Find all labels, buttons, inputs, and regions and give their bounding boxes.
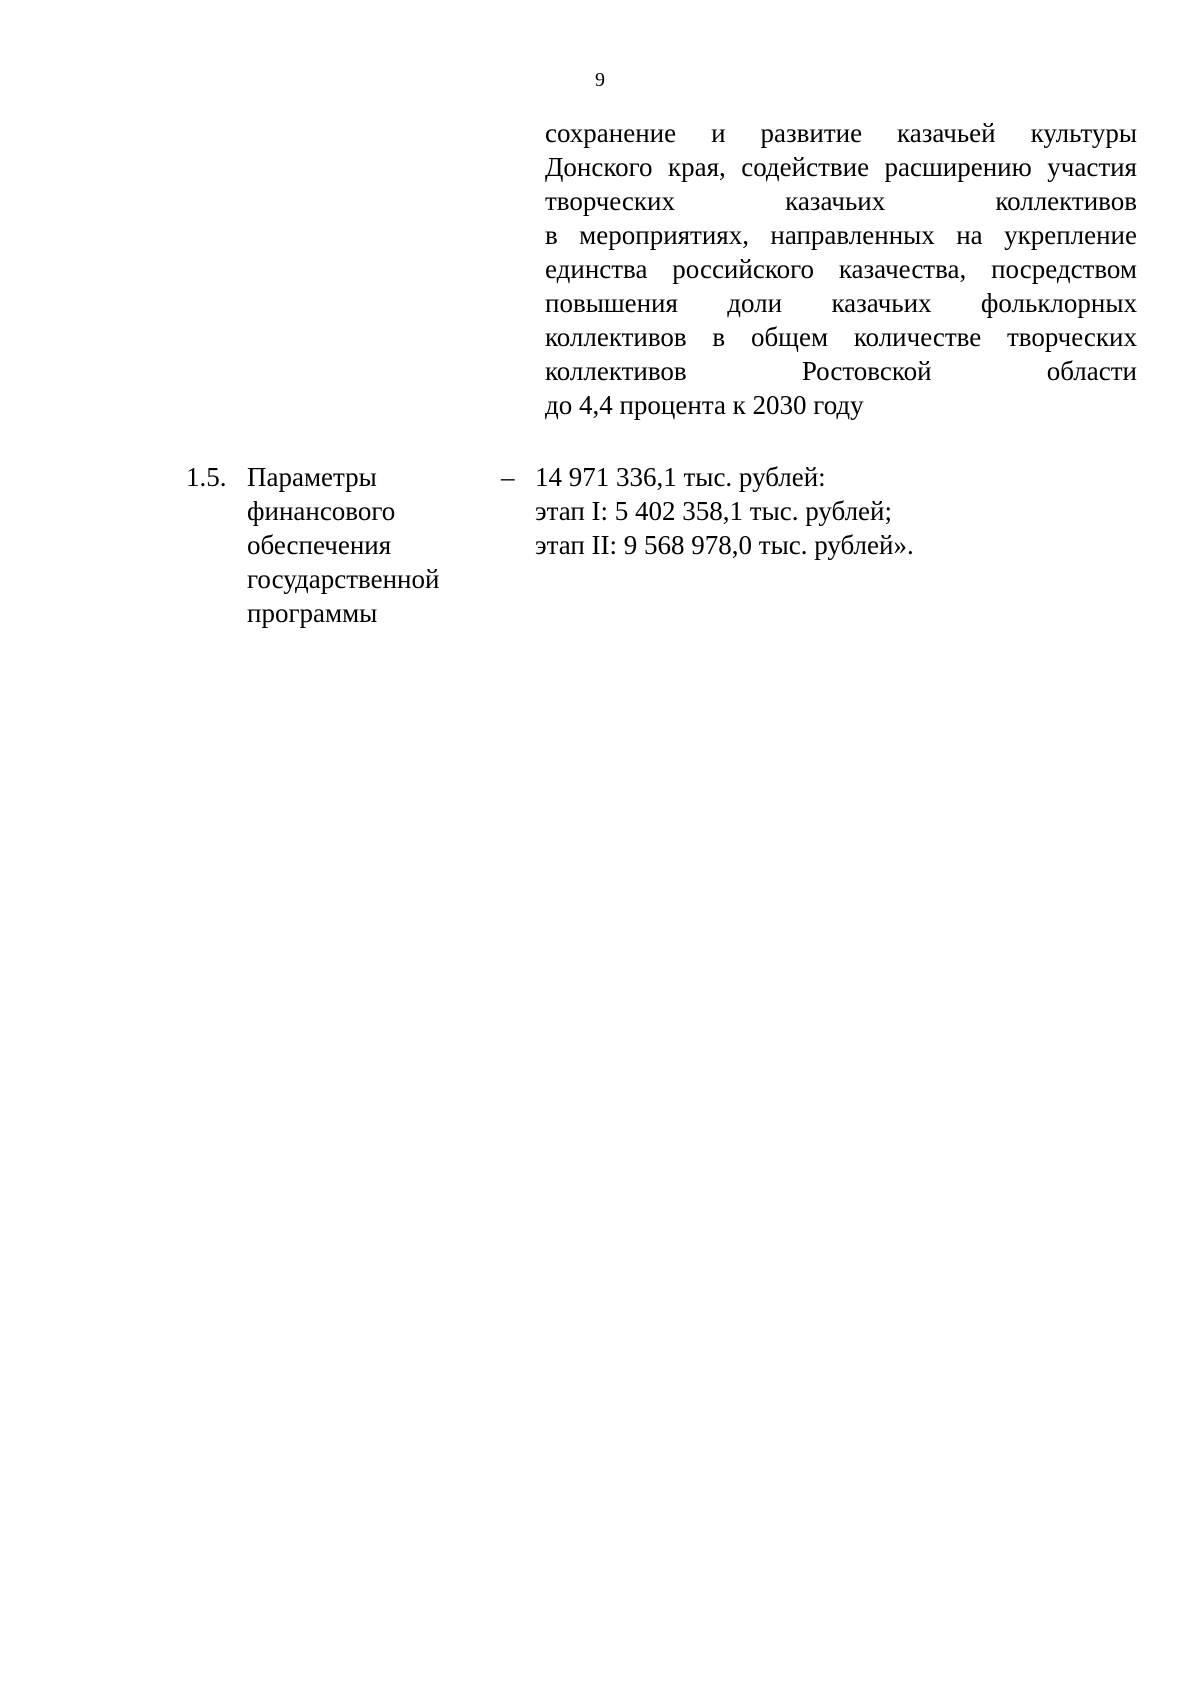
goal-line <box>545 320 1137 354</box>
parameter-label-line: Параметры <box>247 462 377 492</box>
funding-stage-1: этап I: 5 402 358,1 тыс. рублей; <box>535 496 892 526</box>
goal-word: творческих <box>1006 322 1137 352</box>
parameter-dash: – <box>501 462 515 492</box>
goal-word: коллективов <box>545 322 687 352</box>
goal-word: казачьих <box>785 186 886 216</box>
goal-word: участия <box>1047 152 1137 182</box>
goal-line <box>545 184 1137 218</box>
goal-word: фольклорных <box>980 288 1137 318</box>
goal-word: в <box>712 322 726 352</box>
parameter-label-line: обеспечения <box>247 530 392 560</box>
parameter-values <box>535 460 914 562</box>
goal-word: расширению <box>884 152 1032 182</box>
goal-word: общем <box>750 322 829 352</box>
goal-word: доли <box>727 288 783 318</box>
goal-word: области <box>1046 356 1137 386</box>
goal-line <box>545 150 1137 184</box>
goal-line-last: до 4,4 процента к 2030 году <box>545 390 864 420</box>
goal-line <box>545 116 1137 150</box>
goal-word: Ростовской <box>801 356 932 386</box>
goal-word: творческих <box>545 186 675 216</box>
parameter-label-line: государственной <box>247 564 440 594</box>
parameter-label-line: финансового <box>247 496 396 526</box>
goal-word: края, <box>667 152 726 182</box>
goal-word: Донского <box>545 152 653 182</box>
goal-word: культуры <box>1030 118 1137 148</box>
goal-word: и <box>711 118 726 148</box>
goal-line <box>545 218 1137 252</box>
goal-word: развитие <box>760 118 863 148</box>
goal-word: на <box>956 220 983 250</box>
funding-stage-2: этап II: 9 568 978,0 тыс. рублей». <box>535 530 914 560</box>
goal-word: коллективов <box>995 186 1137 216</box>
parameter-label-line: программы <box>247 598 378 628</box>
goal-word: повышения <box>545 288 678 318</box>
goal-line <box>545 354 1137 388</box>
goal-line <box>545 286 1137 320</box>
goal-word: казачества, <box>838 254 967 284</box>
goal-word: сохранение <box>545 118 677 148</box>
page-number: 9 <box>595 69 605 91</box>
goal-word: количестве <box>853 322 982 352</box>
parameter-label <box>247 460 487 630</box>
goal-word: единства <box>545 254 648 284</box>
funding-total: 14 971 336,1 тыс. рублей: <box>535 462 826 492</box>
goal-word: казачьей <box>897 118 996 148</box>
goal-text-block <box>545 116 1137 422</box>
goal-word: укрепление <box>1004 220 1137 250</box>
goal-word: мероприятиях, <box>579 220 749 250</box>
goal-word: направленных <box>770 220 935 250</box>
goal-word: казачьих <box>831 288 932 318</box>
goal-word: коллективов <box>545 356 687 386</box>
goal-line <box>545 252 1137 286</box>
goal-word: посредством <box>991 254 1137 284</box>
goal-word: содействие <box>741 152 870 182</box>
goal-word: российского <box>672 254 814 284</box>
parameter-number: 1.5. <box>186 462 227 492</box>
goal-word: в <box>545 220 558 250</box>
